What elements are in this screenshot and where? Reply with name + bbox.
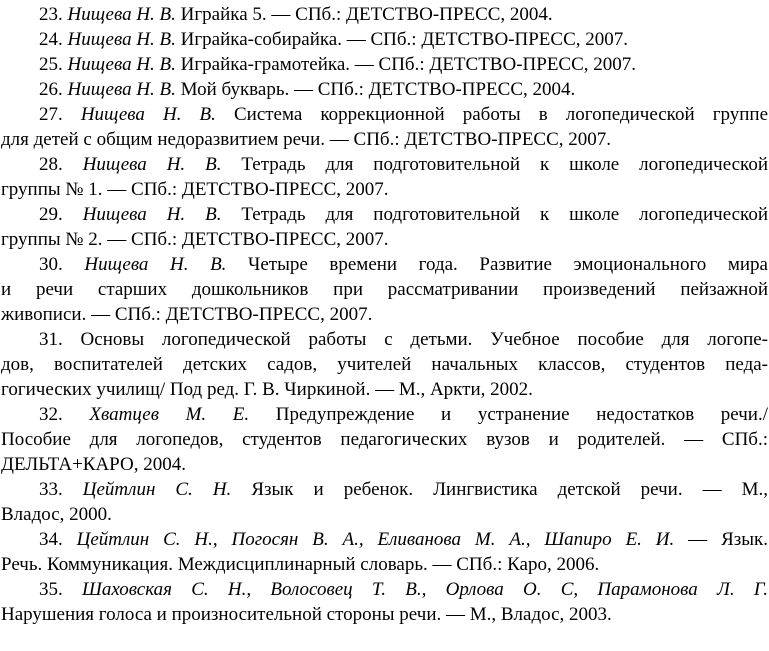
reference-line [1,477,768,502]
reference-line [1,452,768,477]
reference-line [1,277,768,302]
reference-line [1,602,768,627]
reference-line [1,552,768,577]
references-list [1,2,768,627]
reference-item [1,202,768,252]
reference-line [1,427,768,452]
reference-text: Владос, 2000. [1,504,112,525]
reference-text: 34. [39,529,77,550]
reference-line [1,27,768,52]
reference-text: 30. [39,254,85,275]
reference-text: ДЕЛЬТА+КАРО, 2004. [1,454,186,475]
reference-text: 26. [39,79,68,100]
reference-text: Пособие для логопедов, студентов педагогических вузов и родителей. — СПб.: [1,429,768,450]
reference-line [1,77,768,102]
reference-text: группы № 2. — СПб.: ДЕТСТВО-ПРЕСС, 2007. [1,229,389,250]
reference-text: Нарушения голоса и произносительной стороны речи. — М., Владос, 2003. [1,604,612,625]
reference-item [1,27,768,52]
reference-text: живописи. — СПб.: ДЕТСТВО-ПРЕСС, 2007. [1,304,373,325]
reference-text: Предупреждение и устранение недостатков речи./ [249,404,769,425]
author-name: Нищева Н. В. [67,4,176,25]
reference-text: 32. [39,404,90,425]
reference-text: Тетрадь для подготовительной к школе логопедической [221,204,768,225]
reference-line [1,2,768,27]
reference-item [1,152,768,202]
reference-text: для детей с общим недоразвитием речи. — СПб.: ДЕТСТВО-ПРЕСС, 2007. [1,129,612,150]
author-name: Хватцев М. Е. [89,404,250,425]
reference-text: 35. [39,579,82,600]
reference-line [1,127,768,152]
reference-item [1,402,768,477]
reference-item [1,527,768,577]
reference-item [1,77,768,102]
reference-text: 28. [39,154,83,175]
reference-line [1,352,768,377]
author-name: Цейтлин С. Н. [82,479,232,500]
reference-text: Четыре времени года. Развитие эмоционального мира [226,254,768,275]
reference-item [1,52,768,77]
reference-text: гогических училищ/ Под ред. Г. В. Чиркиной. — М., Аркти, 2002. [1,379,533,400]
reference-text: Тетрадь для подготовительной к школе логопедической [221,154,768,175]
author-name: Нищева Н. В. [82,204,222,225]
reference-text: 25. [39,54,68,75]
reference-line [1,527,768,552]
reference-text: — Язык. [674,529,768,550]
reference-item [1,102,768,152]
reference-line [1,52,768,77]
reference-text: Язык и ребенок. Лингвистика детской речи. — М., [231,479,769,500]
reference-line [1,377,768,402]
reference-text: 27. [39,104,81,125]
reference-line [1,177,768,202]
reference-text: 24. [39,29,68,50]
reference-line [1,152,768,177]
reference-line [1,202,768,227]
author-name: Нищева Н. В. [84,254,227,275]
reference-line [1,227,768,252]
author-name: Нищева Н. В. [82,154,222,175]
reference-item [1,2,768,27]
reference-line [1,402,768,427]
reference-line [1,302,768,327]
reference-text: и речи старших дошкольников при рассматривании произведений пейзажной [1,279,768,300]
reference-text: 29. [39,204,83,225]
reference-item [1,477,768,527]
reference-text: группы № 1. — СПб.: ДЕТСТВО-ПРЕСС, 2007. [1,179,389,200]
reference-line [1,102,768,127]
author-name: Цейтлин С. Н., Погосян В. А., Еливанова М. А., Шапиро Е. И. [76,529,675,550]
reference-line [1,502,768,527]
reference-text: Играйка-собирайка. — СПб.: ДЕТСТВО-ПРЕСС, 2007. [175,29,628,50]
reference-text: 23. [39,4,68,25]
reference-text: 31. Основы логопедической работы с детьми. Учебное пособие для логопе- [39,329,768,350]
author-name: Нищева Н. В. [80,104,216,125]
reference-line [1,252,768,277]
reference-line [1,577,768,602]
reference-text: Система коррекционной работы в логопедической группе [215,104,768,125]
reference-text: Играйка-грамотейка. — СПб.: ДЕТСТВО-ПРЕСС, 2007. [175,54,637,75]
reference-item [1,327,768,402]
reference-line [1,327,768,352]
reference-item [1,252,768,327]
reference-text: дов, воспитателей детских садов, учителей начальных классов, студентов педа- [1,354,768,375]
author-name: Нищева Н. В. [67,79,176,100]
reference-item [1,577,768,627]
reference-text: Мой букварь. — СПб.: ДЕТСТВО-ПРЕСС, 2004. [175,79,576,100]
author-name: Нищева Н. В. [67,29,176,50]
reference-text: Играйка 5. — СПб.: ДЕТСТВО-ПРЕСС, 2004. [175,4,553,25]
reference-text: 33. [39,479,83,500]
author-name: Нищева Н. В. [67,54,176,75]
author-name: Шаховская С. Н., Волосовец Т. В., Орлова О. С, Парамонова Л. Г. [82,579,768,600]
reference-text: Речь. Коммуникация. Междисциплинарный словарь. — СПб.: Каро, 2006. [1,554,600,575]
